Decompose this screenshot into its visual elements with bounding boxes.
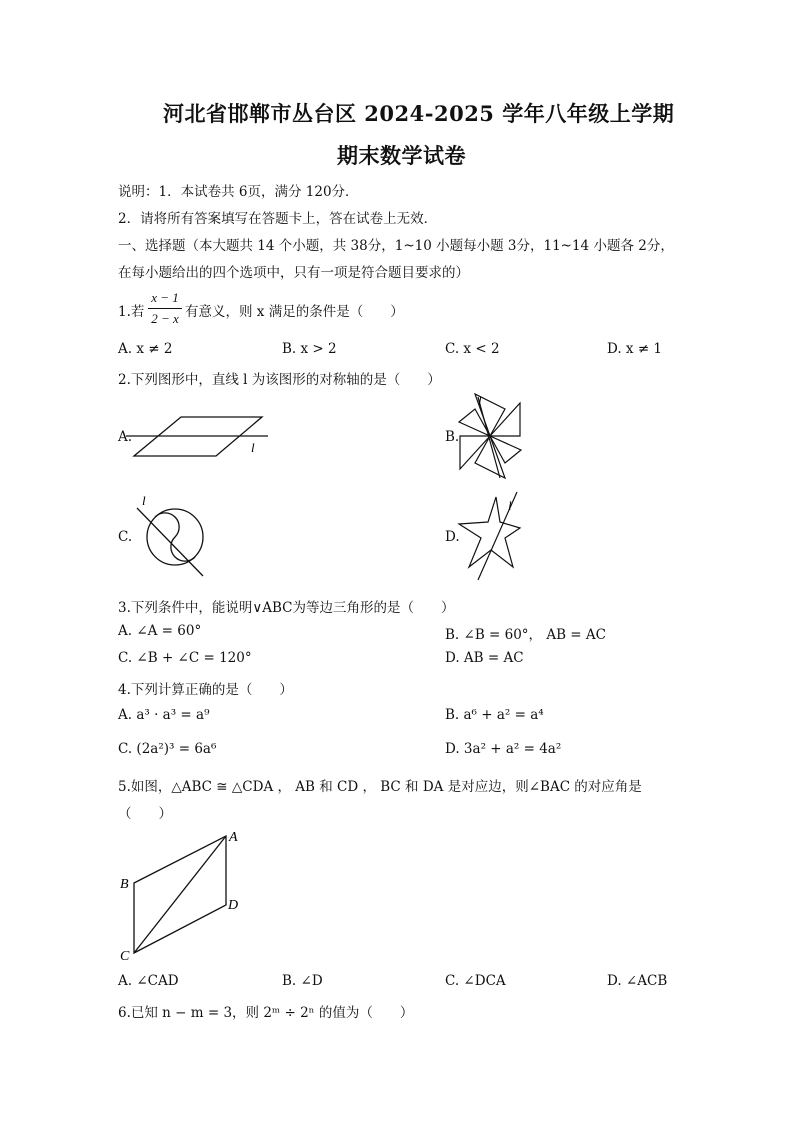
q1-numerator: x − 1 — [151, 290, 179, 305]
q5-vertex-a: A — [229, 830, 238, 845]
q2-option-b-label: B. — [445, 429, 460, 445]
q1-option-c: C. x < 2 — [445, 341, 500, 357]
q4-option-a: A. a³ · a³ = a⁹ — [118, 707, 210, 723]
instructions-note-2: 2．请将所有答案填写在答题卡上，答在试卷上无效． — [118, 211, 438, 227]
q5-option-c: C. ∠DCA — [445, 973, 506, 989]
q2-figure-c-line-label: l — [142, 493, 146, 508]
q3-option-b: B. ∠B = 60°， AB = AC — [445, 627, 606, 643]
q5-vertex-c: C — [120, 949, 130, 964]
q2-option-c-label: C. — [118, 529, 133, 545]
instructions-note-1: 说明：1．本试卷共 6页，满分 120分． — [118, 184, 359, 200]
q3-stem: 3.下列条件中，能说明∨ABC为等边三角形的是（ ） — [118, 600, 455, 616]
q5-stem-line2: （ ） — [118, 806, 172, 822]
q1-option-a: A. x ≠ 2 — [118, 341, 173, 357]
page-title-line2: 期末数学试卷 — [337, 143, 466, 168]
q4-option-d: D. 3a² + a² = 4a² — [445, 741, 562, 757]
q4-stem: 4.下列计算正确的是（ ） — [118, 682, 293, 698]
q1-prefix: 1.若 — [118, 304, 145, 320]
q2-figure-b-line-label: l — [478, 393, 482, 408]
q1-option-b: B. x > 2 — [282, 341, 337, 357]
q4-option-c: C. (2a²)³ = 6a⁶ — [118, 741, 217, 757]
q5-stem-line1: 5.如图，△ABC ≅ △CDA ， AB 和 CD ， BC 和 DA 是对应边，则∠BAC 的对应角是 — [118, 779, 642, 795]
q1-denominator: 2 − x — [151, 311, 179, 326]
q5-vertex-d: D — [228, 898, 239, 913]
q4-option-b: B. a⁶ + a² = a⁴ — [445, 707, 544, 723]
q2-option-d-label: D. — [445, 529, 460, 545]
q2-figure-a-line-label: l — [251, 440, 255, 455]
q3-option-d: D. AB = AC — [445, 650, 524, 666]
page-title-line1: 河北省邯郸市丛台区 2024-2025 学年八年级上学期 — [163, 101, 675, 126]
q5-option-b: B. ∠D — [282, 973, 323, 989]
q1-option-d: D. x ≠ 1 — [607, 341, 663, 357]
q5-vertex-b: B — [120, 877, 129, 892]
q1-suffix: 有意义，则 x 满足的条件是（ ） — [185, 304, 404, 320]
q3-option-a: A. ∠A = 60° — [118, 623, 202, 639]
q5-option-d: D. ∠ACB — [607, 973, 668, 989]
q2-stem: 2.下列图形中，直线 l 为该图形的对称轴的是（ ） — [118, 372, 441, 388]
section-header-line2: 在每小题给出的四个选项中，只有一项是符合题目要求的） — [118, 265, 469, 281]
q2-figure-d-line-label: l — [508, 498, 512, 513]
q2-option-a-label: A. — [118, 429, 133, 445]
q3-option-c: C. ∠B + ∠C = 120° — [118, 650, 252, 666]
q6-stem: 6.已知 n − m = 3，则 2ᵐ ÷ 2ⁿ 的值为（ ） — [118, 1005, 414, 1021]
q5-option-a: A. ∠CAD — [118, 973, 179, 989]
section-header-line1: 一、选择题（本大题共 14 个小题，共 38分，1~10 小题每小题 3分，11~14 小题各 2分， — [118, 238, 674, 254]
